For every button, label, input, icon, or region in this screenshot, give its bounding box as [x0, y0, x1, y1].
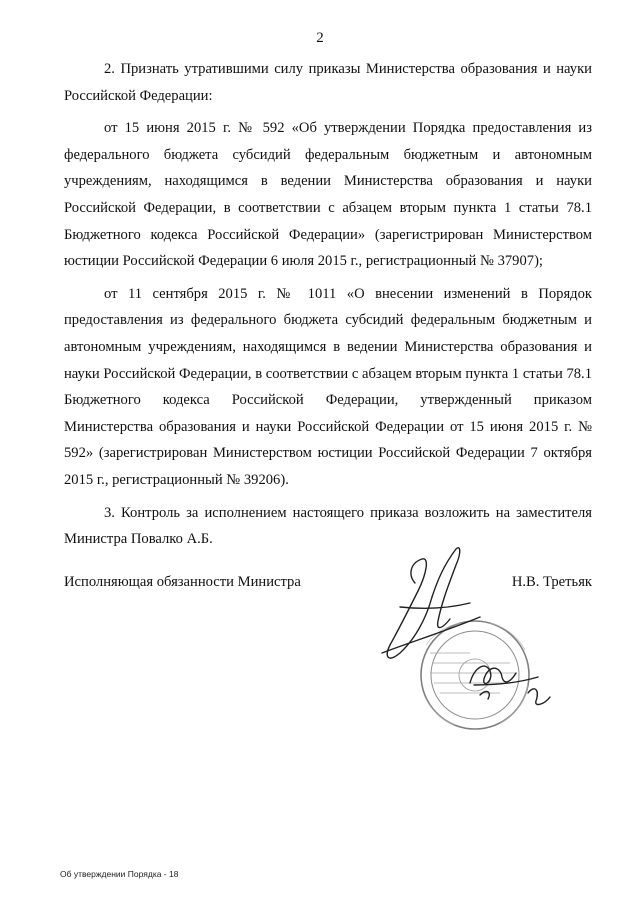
paragraph-order-1011: от 11 сентября 2015 г. № 1011 «О внесении изменений в Порядок предоставления из федерального бюджета субсидий федеральным бюджетным и автономным учреждениям, находящимся в ведении Министерства образования и науки Российской Федерации, в соответствии с абзацем вторым пункта 1 статьи 78.1 Бюджетного кодекса Российской Федерации, утвержденный приказом Министерства образования и науки Российской Федерации от 15 июня 2015 г. № 592» (зарегистрирован Министерством юстиции Российской Федерации 7 октября 2015 г., регистрационный № 39206). — [64, 285, 592, 488]
stamp-icon — [421, 621, 529, 729]
handwritten-signature-icon — [382, 548, 550, 705]
paragraph-order-592: от 15 июня 2015 г. № 592 «Об утверждении Порядка предоставления из федерального бюджета субсидий федеральным бюджетным и автономным учреждениям, находящимся в ведении Министерства образования и науки Российской Федерации, в соответствии с абзацем вторым пункта 1 статьи 78.1 Бюджетного кодекса Российской Федерации» (зарегистрирован Министерством юстиции Российской Федерации 6 июля 2015 г., регистрационный № 37907); — [64, 120, 592, 270]
signature-and-stamp-image — [360, 535, 575, 735]
signatory-title: Исполняющая обязанности Министра — [64, 574, 301, 590]
page-number: 2 — [316, 30, 324, 46]
footer-document-code: Об утверждении Порядка - 18 — [60, 869, 179, 879]
document-body — [64, 56, 592, 553]
paragraph-item-3: 3. Контроль за исполнением настоящего приказа возложить на заместителя Министра Повалко А.Б. — [64, 504, 592, 548]
paragraph-item-2: 2. Признать утратившими силу приказы Министерства образования и науки Российской Федерации: — [64, 61, 592, 104]
signatory-name: Н.В. Третьяк — [511, 574, 592, 590]
